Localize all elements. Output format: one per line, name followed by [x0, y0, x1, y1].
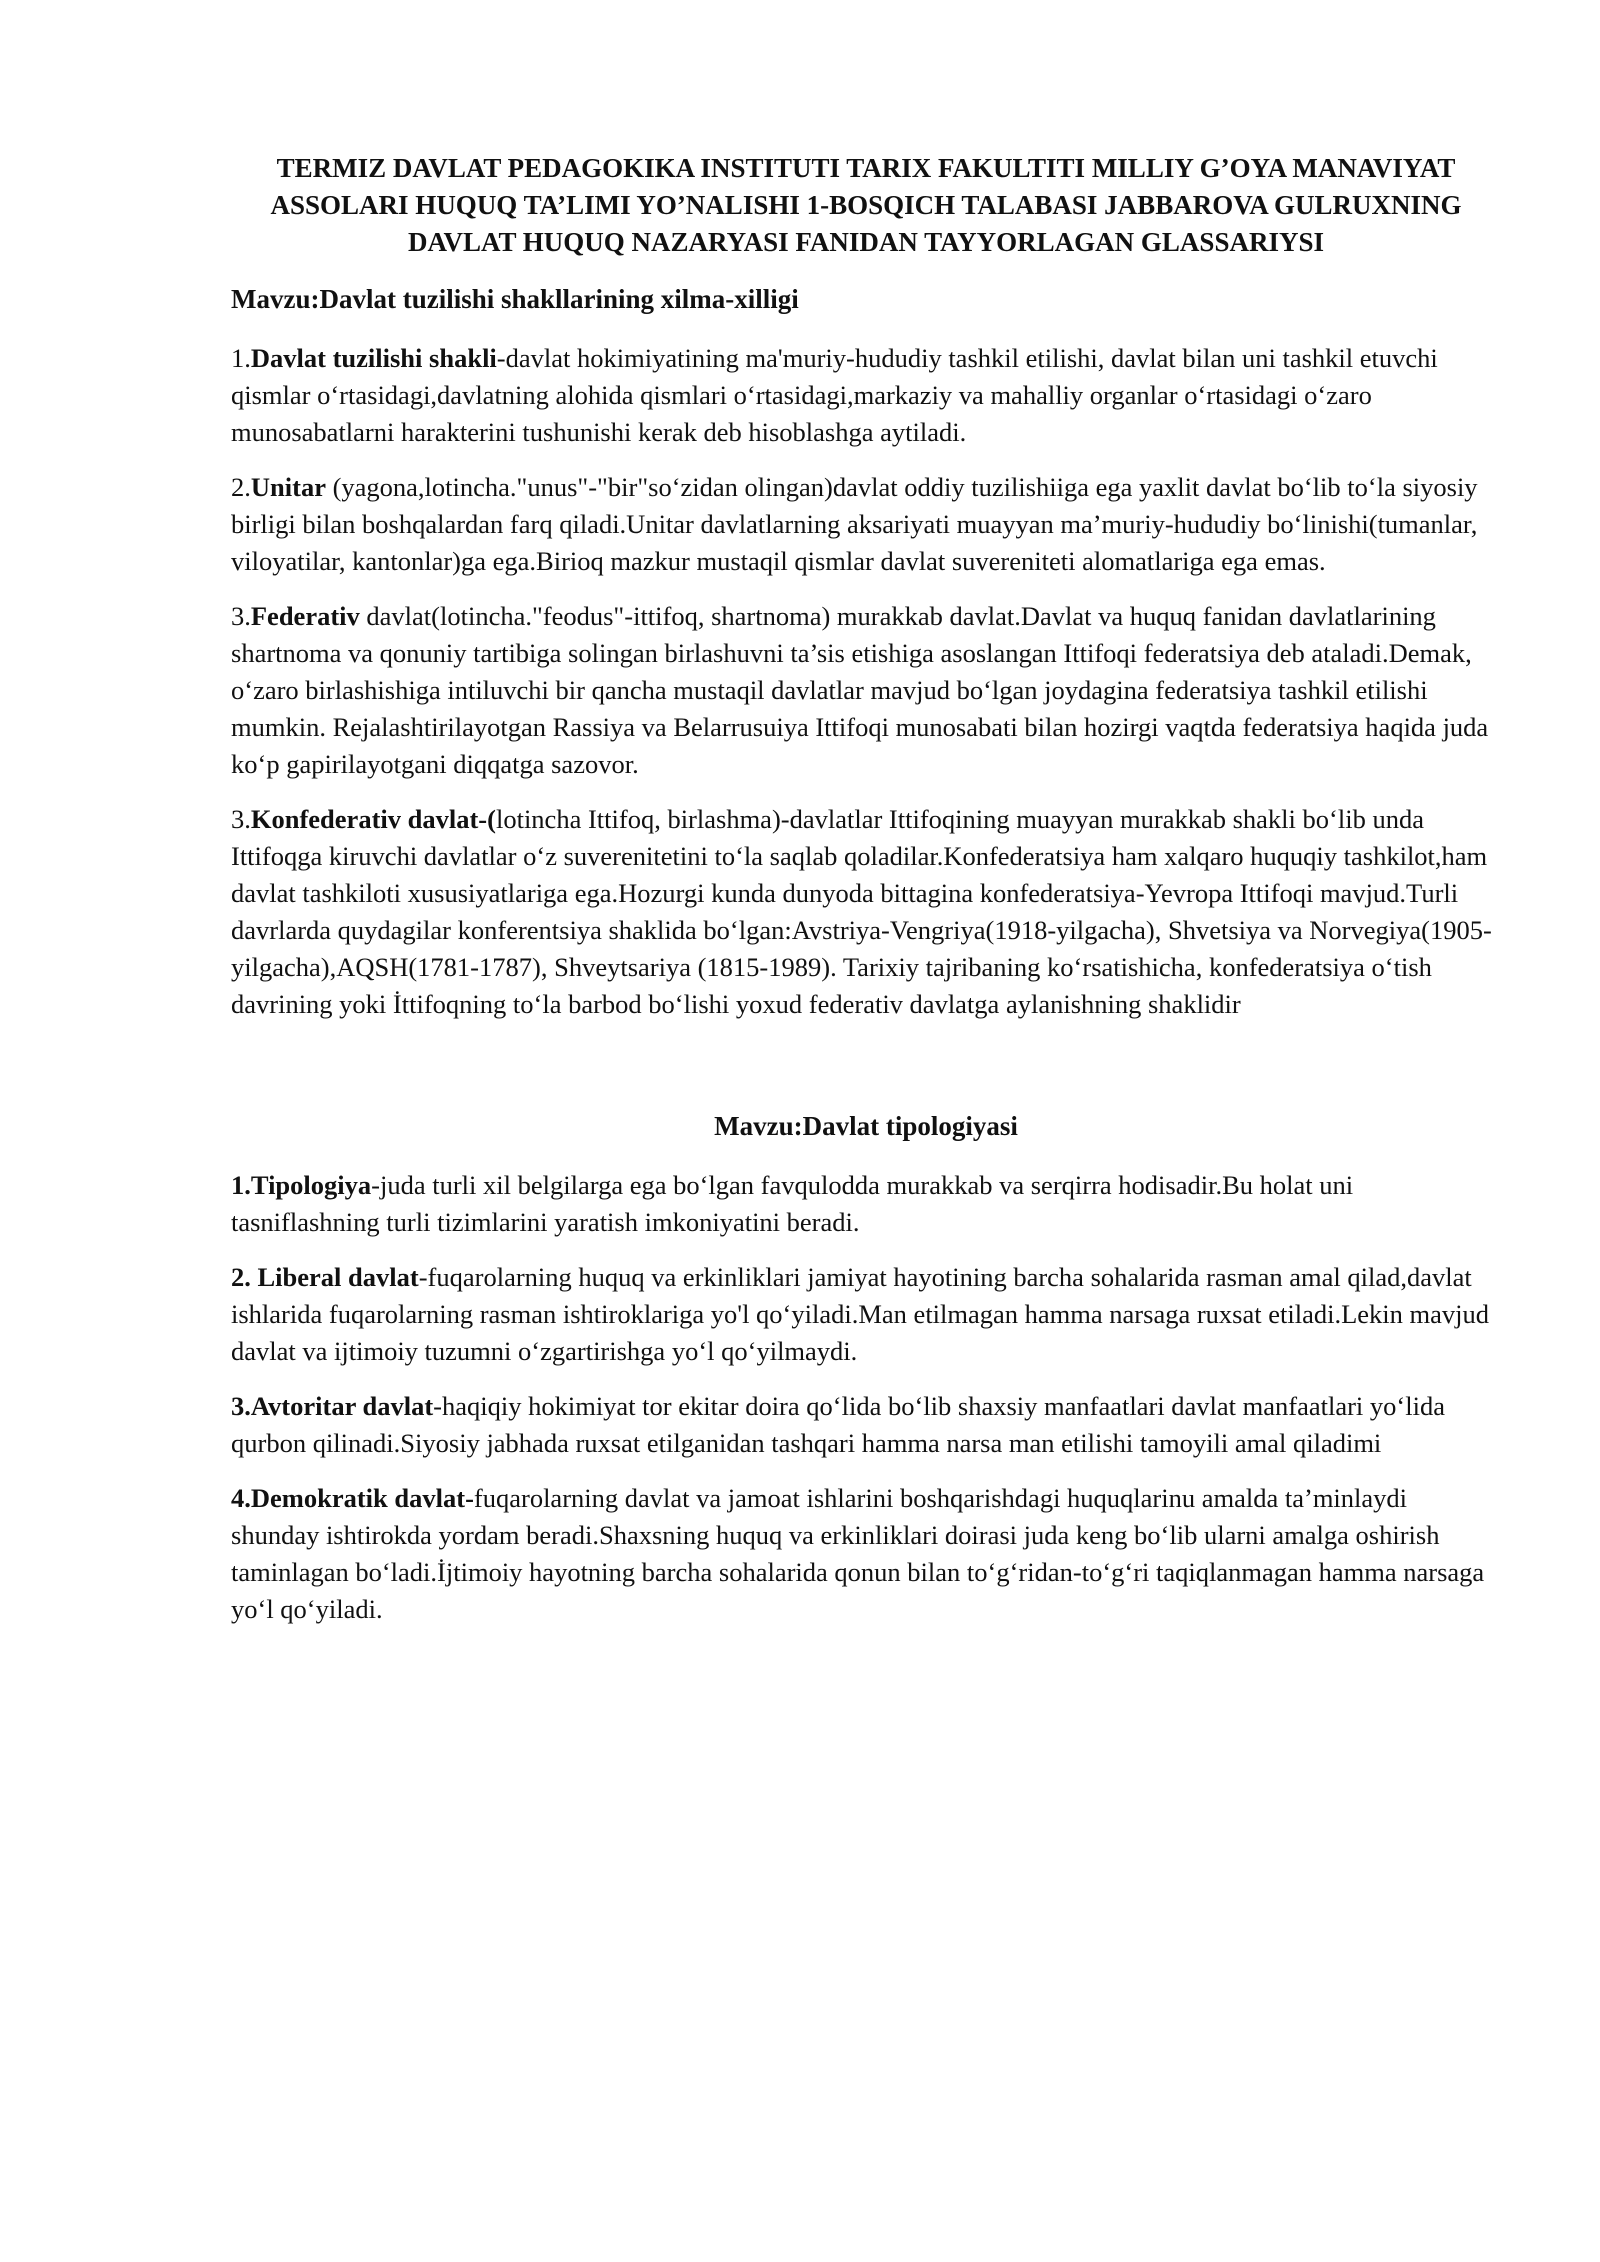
item-term: 4.Demokratik davlat- — [231, 1483, 474, 1513]
section-spacer — [231, 1041, 1501, 1108]
item-definition: lotincha Ittifoq, birlashma)-davlatlar Ittifoqining muayyan murakkab shakli bo‘lib unda Ittifoqga kiruvchi davlatlar o‘z suverenitetini to‘la saqlab qoladilar.Konfederatsiya ham xalqaro huquqiy tashkilot,ham davlat tashkiloti xususiyatlariga ega.Hozurgi kunda dunyoda bittagina konfederatsiya-Yevropa Ittifoqi mavjud.Turli davrlarda quydagilar konferentsiya shaklida bo‘lgan:Avstriya-Vengriya(1918-yilgacha), Shvetsiya va Norvegiya(1905-yilgacha),AQSH(1781-1787), Shveytsariya (1815-1989). Tarixiy tajribaning ko‘rsatishicha, konfederatsiya o‘tish davrining yoki İttifoqning to‘la barbod bo‘lishi yoxud federativ davlatga aylanishning shaklidir — [231, 804, 1492, 1019]
item-definition: -juda turli xil belgilarga ega bo‘lgan favqulodda murakkab va serqirra hodisadir.Bu holat uni tasniflashning turli tizimlarini yaratish imkoniyatini beradi. — [231, 1170, 1354, 1237]
item-term: 1.Tipologiya — [231, 1170, 372, 1200]
item-definition: davlat(lotincha."feodus"-ittifoq, shartnoma) murakkab davlat.Davlat va huquq fanidan davlatlarining shartnoma va qonuniy tartibiga solingan birlashuvni ta’sis etishiga asoslangan Ittifoqi federatsiya deb ataladi.Demak, o‘zaro birlashishiga intiluvchi bir qancha mustaqil davlatlar mavjud bo‘lgan joydagina federatsiya tashkil etilishi mumkin. Rejalashtirilayotgan Rassiya va Belarrusuiya Ittifoqi munosabati bilan hozirgi vaqtda federatsiya haqida juda ko‘p gapirilayotgani diqqatga sazovor. — [231, 601, 1489, 779]
document-title: TERMIZ DAVLAT PEDAGOKIKA INSTITUTI TARIX FAKULTITI MILLIY G’OYA MANAVIYAT ASSOLARI HUQUQ TA’LIMI YO’NALISHI 1-BOSQICH TALABASI JABBAROVA GULRUXNING DAVLAT HUQUQ NAZARYASI FANIDAN TAYYORLAGAN GLASSARIYSI — [270, 153, 1462, 257]
glossary-item — [231, 469, 1501, 580]
item-number: 3. — [231, 804, 251, 834]
item-definition: -davlat hokimiyatining ma'muriy-hududiy tashkil etilishi, davlat bilan uni tashkil etuvchi qismlar o‘rtasidagi,davlatning alohida qismlari o‘rtasidagi,markaziy va mahalliy organlar o‘rtasidagi o‘zaro munosabatlarni harakterini tushunishi kerak deb hisoblashga aytiladi. — [231, 343, 1438, 447]
item-term: Unitar — [250, 472, 326, 502]
item-term: Konfederativ davlat-( — [250, 804, 496, 834]
glossary-item — [231, 1259, 1501, 1370]
glossary-item — [231, 1167, 1501, 1241]
item-term: 2. Liberal davlat — [231, 1262, 419, 1292]
glossary-item — [231, 1480, 1501, 1628]
item-number: 2. — [231, 472, 251, 502]
glossary-item — [231, 598, 1501, 783]
item-definition: -haqiqiy hokimiyat tor ekitar doira qo‘lida bo‘lib shaxsiy manfaatlari davlat manfaatlari yo‘lida qurbon qilinadi.Siyosiy jabhada ruxsat etilganidan tashqari hamma narsa man etilishi tamoyili amal qiladimi — [231, 1391, 1445, 1458]
document-page — [231, 150, 1501, 1646]
item-number: 1. — [231, 343, 251, 373]
item-term: Davlat tuzilishi shakli — [250, 343, 497, 373]
glossary-item — [231, 340, 1501, 451]
glossary-item — [231, 801, 1501, 1023]
item-term: 3.Avtoritar davlat — [231, 1391, 434, 1421]
section-topic-1: Mavzu:Davlat tuzilishi shakllarining xilma-xilligi — [231, 284, 799, 314]
item-definition: fuqarolarning davlat va jamoat ishlarini boshqarishdagi huquqlarinu amalda ta’minlaydi shunday ishtirokda yordam beradi.Shaxsning huquq va erkinliklari doirasi juda keng bo‘lib ularni amalga oshirish taminlagan bo‘ladi.İjtimoiy hayotning barcha sohalarida qonun bilan to‘g‘ridan-to‘g‘ri taqiqlanmagan hamma narsaga yo‘l qo‘yiladi. — [231, 1483, 1485, 1624]
item-term: Federativ — [250, 601, 360, 631]
item-number: 3. — [231, 601, 251, 631]
item-definition: (yagona,lotincha."unus"-"bir"so‘zidan olingan)davlat oddiy tuzilishiiga ega yaxlit davlat bo‘lib to‘la siyosiy birligi bilan boshqalardan farq qiladi.Unitar davlatlarning aksariyati muayyan ma’muriy-hududiy bo‘linishi(tumanlar, viloyatilar, kantonlar)ga ega.Birioq mazkur mustaqil qismlar davlat suvereniteti alomatlariga ega emas. — [231, 472, 1478, 576]
glossary-item — [231, 1388, 1501, 1462]
item-definition: -fuqarolarning huquq va erkinliklari jamiyat hayotining barcha sohalarida rasman amal qilad,davlat ishlarida fuqarolarning rasman ishtiroklariga yo'l qo‘yiladi.Man etilmagan hamma narsaga ruxsat etiladi.Lekin mavjud davlat va ijtimoiy tuzumni o‘zgartirishga yo‘l qo‘yilmaydi. — [231, 1262, 1489, 1366]
section-topic-2: Mavzu:Davlat tipologiyasi — [714, 1111, 1018, 1141]
